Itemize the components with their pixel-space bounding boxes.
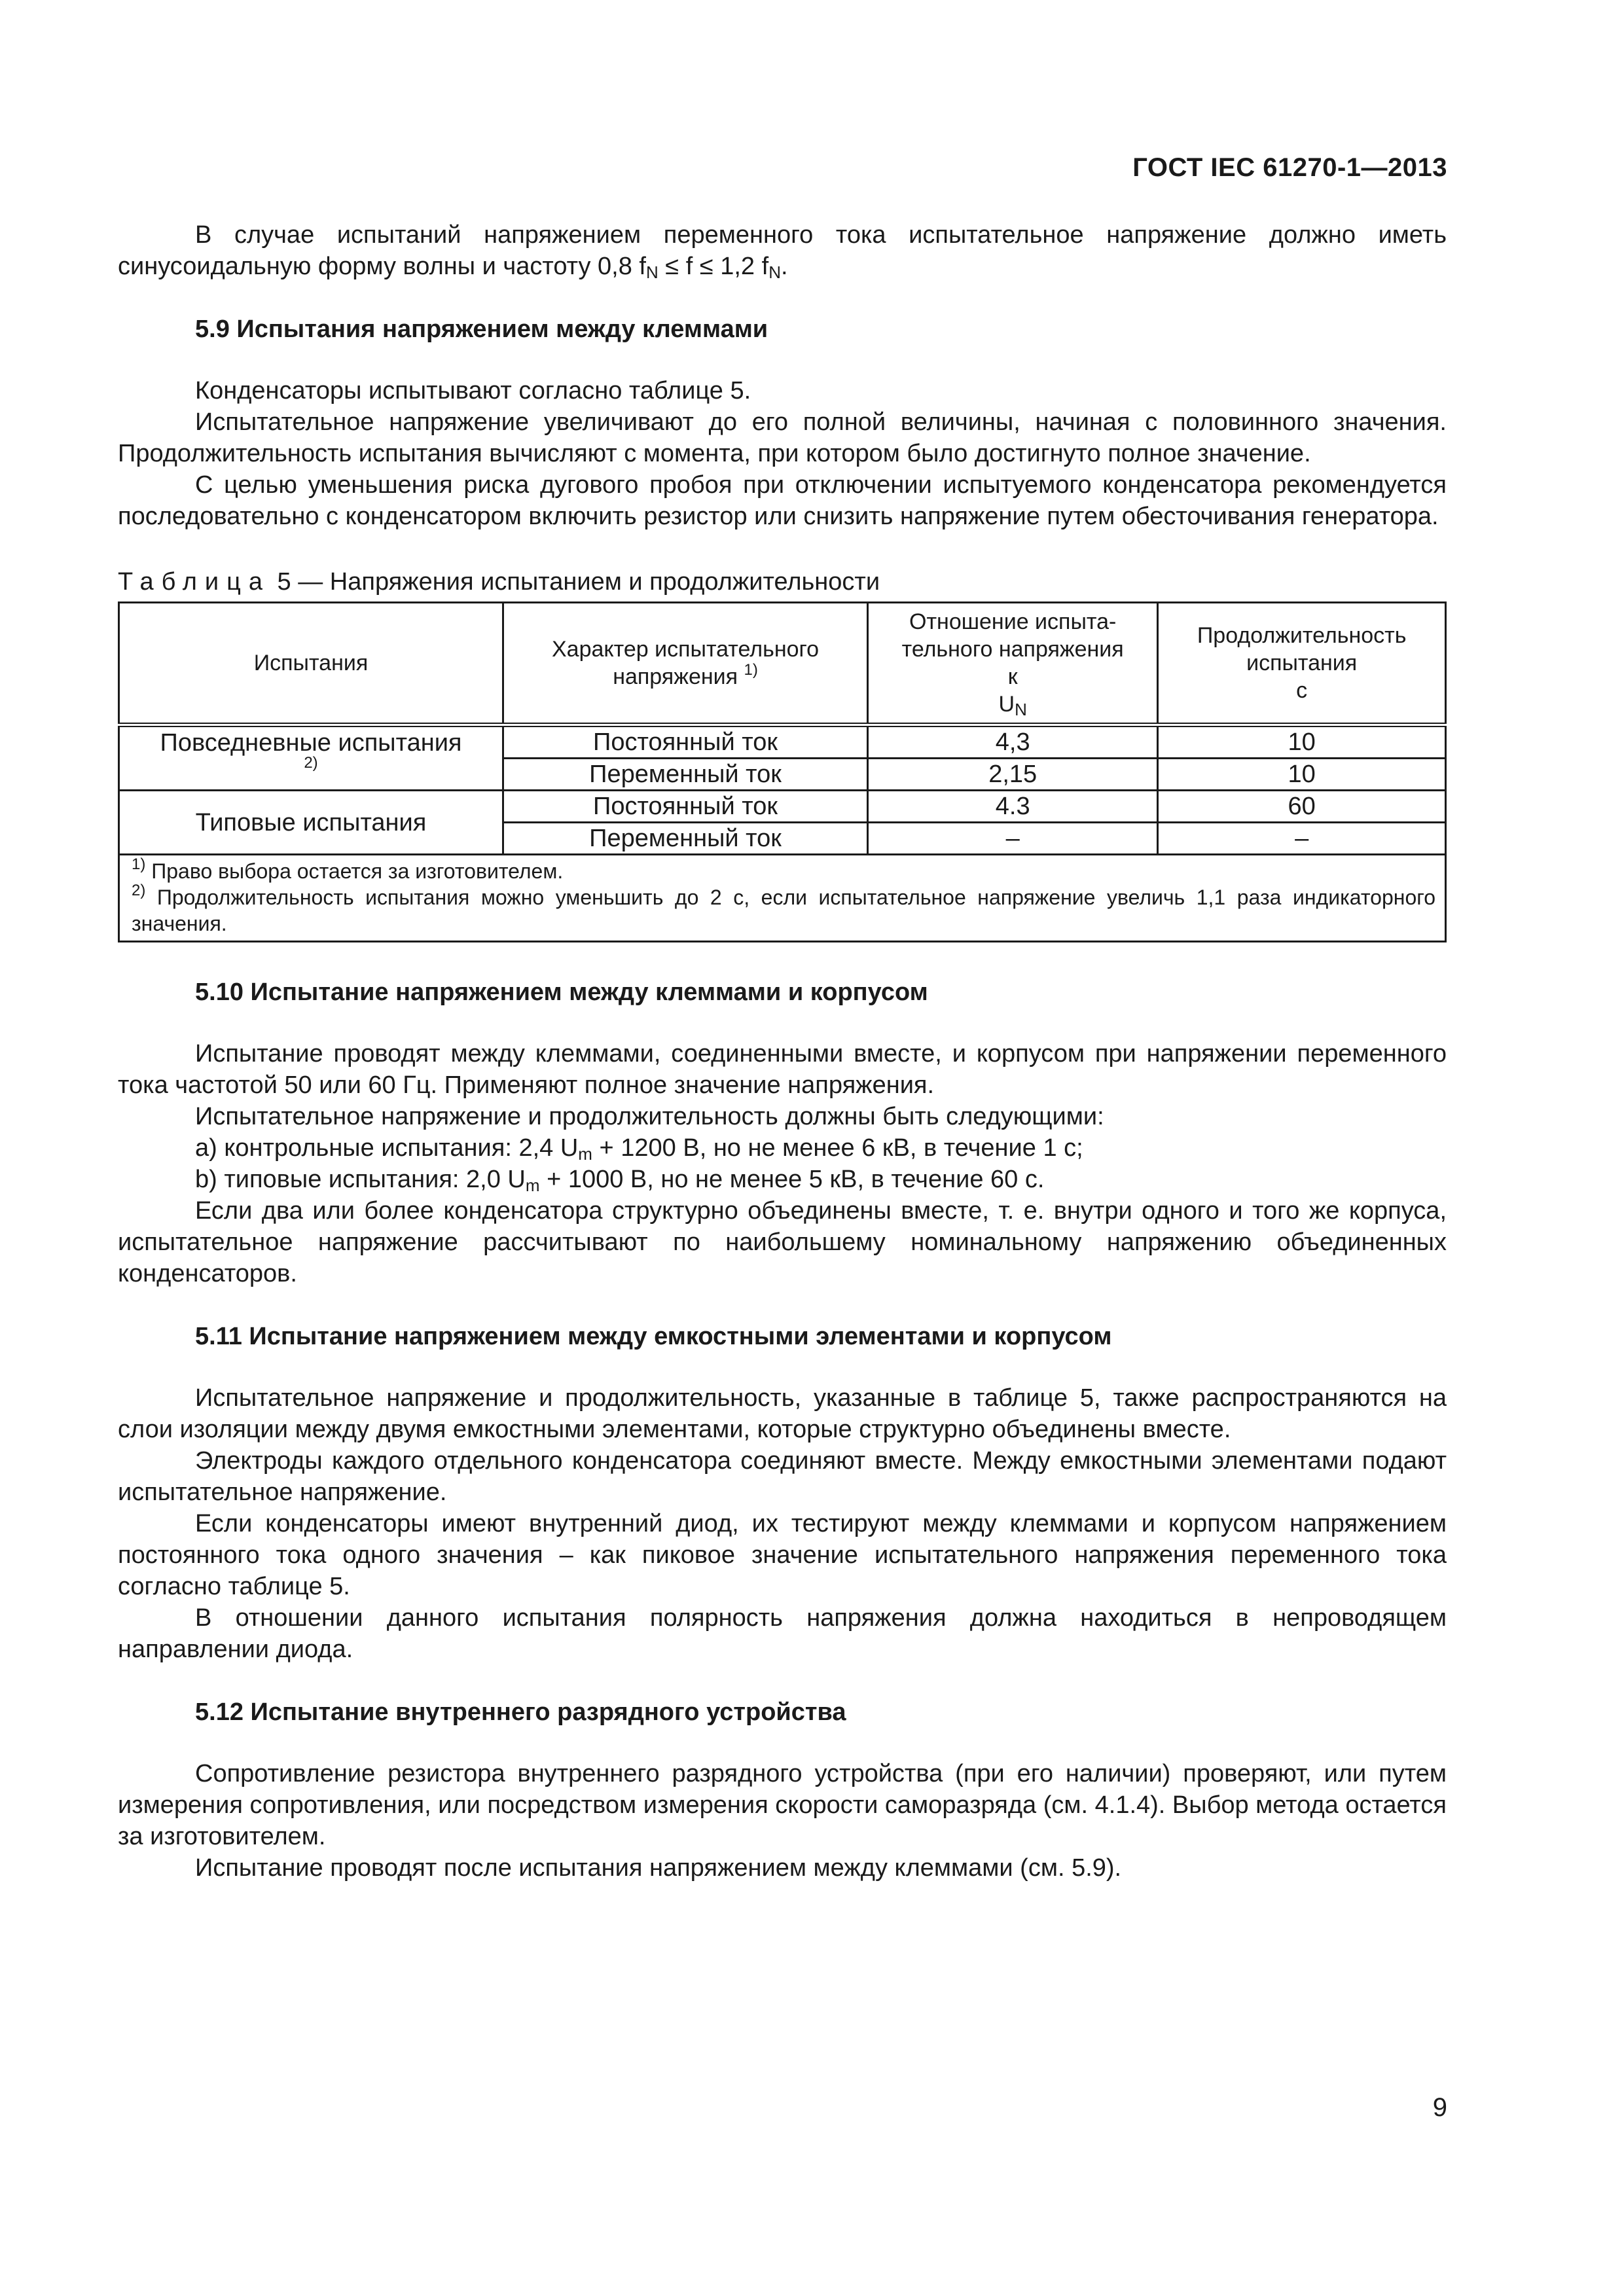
cell-kind: Постоянный ток	[503, 791, 868, 823]
table-notes	[119, 855, 1446, 942]
section-5-11-paragraph-2: Электроды каждого отдельного конденсатора соединяют вместе. Между емкостными элементами подают испытательное напряжение.	[118, 1447, 1447, 1506]
cell-ratio: 4.3	[868, 791, 1158, 823]
cell-ratio: 4,3	[868, 725, 1158, 759]
table-row	[119, 725, 1446, 759]
cell-duration: 60	[1158, 791, 1446, 823]
section-5-10-paragraph-3: Если два или более конденсатора структурно объединены вместе, т. е. внутри одного и того же корпуса, испытательное напряжение рассчитывают по наибольшему номинальному напряжению объединенных конденсаторов.	[118, 1197, 1447, 1287]
table-note-2: $^{2)}$ Продолжительность испытания можно уменьшить до 2 с, если испытательное напряжение увеличь 1,1 раза индикаторного значения.	[132, 882, 1435, 935]
cell-kind: Переменный ток	[503, 823, 868, 855]
section-5-11-paragraph-3: Если конденсаторы имеют внутренний диод, их тестируют между клеммами и корпусом напряжением постоянного тока одного значения – как пиковое значение испытательного напряжения переменного тока согласно таблице 5.	[118, 1510, 1447, 1600]
cell-ratio: –	[868, 823, 1158, 855]
cell-duration: 10	[1158, 759, 1446, 791]
table-5-caption: Таблица 5 — Напряжения испытанием и продолжительности	[118, 568, 880, 596]
cell-kind: Постоянный ток	[503, 725, 868, 759]
cell-duration: –	[1158, 823, 1446, 855]
section-5-12-paragraph-1: Сопротивление резистора внутреннего разрядного устройства (при его наличии) проверяют, или путем измерения сопротивления, или посредством измерения скорости саморазряда (см. 4.1.4). Выбор метода остается за изготовителем.	[118, 1760, 1447, 1850]
table-5	[118, 601, 1447, 942]
group-type-tests: Типовые испытания	[119, 791, 503, 855]
section-5-10-paragraph-1: Испытание проводят между клеммами, соединенными вместе, и корпусом при напряжении переменного тока частотой 50 или 60 Гц. Применяют полное значение напряжения.	[118, 1040, 1447, 1099]
section-5-10-item-a: a) контрольные испытания: 2,4 $U_m + 1200$ В, но не менее 6 кВ, в течение 1 с;	[195, 1134, 1083, 1164]
section-5-10-paragraph-2: Испытательное напряжение и продолжительность должны быть следующими:	[195, 1103, 1104, 1130]
section-5-9-paragraph-1: Конденсаторы испытывают согласно таблице 5.	[195, 377, 751, 404]
section-5-12-title: 5.12 Испытание внутреннего разрядного устройства	[195, 1698, 846, 1726]
header-voltage-ratio: Отношение испыта- тельного напряжения к $U_N$	[868, 603, 1158, 725]
cell-ratio: 2,15	[868, 759, 1158, 791]
section-5-11-title: 5.11 Испытание напряжением между емкостными элементами и корпусом	[195, 1323, 1112, 1350]
table-row	[119, 791, 1446, 823]
intro-paragraph: В случае испытаний напряжением переменного тока испытательное напряжение должно иметь синусоидальную форму волны и частоту 0,8 $f_N \le f \le 1,2$ $f_N$.	[118, 221, 1447, 282]
section-5-11-paragraph-4: В отношении данного испытания полярность напряжения должна находиться в непроводящем направлении диода.	[118, 1604, 1447, 1663]
cell-duration: 10	[1158, 725, 1446, 759]
section-5-9-paragraph-3: С целью уменьшения риска дугового пробоя при отключении испытуемого конденсатора рекомендуется последовательно с конденсатором включить резистор или снизить напряжение путем обесточивания генератора.	[118, 471, 1447, 530]
section-5-11-paragraph-1: Испытательное напряжение и продолжительность, указанные в таблице 5, также распространяются на слои изоляции между двумя емкостными элементами, которые структурно объединены вместе.	[118, 1384, 1447, 1443]
document-code-header: ГОСТ IEC 61270-1—2013	[1132, 153, 1447, 182]
section-5-9-title: 5.9 Испытания напряжением между клеммами	[195, 315, 768, 343]
section-5-10-title: 5.10 Испытание напряжением между клеммами и корпусом	[195, 978, 928, 1006]
group-routine-tests: Повседневные испытания $^{2)}$	[119, 725, 503, 791]
page-number: 9	[1432, 2093, 1447, 2122]
section-5-9-paragraph-2: Испытательное напряжение увеличивают до его полной величины, начиная с половинного значения. Продолжительность испытания вычисляют с момента, при котором было достигнуто полное значение.	[118, 408, 1447, 467]
page-content	[118, 219, 1447, 1884]
header-voltage-type: Характер испытательного напряжения $^{1)}$	[503, 603, 868, 725]
header-tests: Испытания	[119, 603, 503, 725]
table-header-row	[119, 603, 1446, 725]
cell-kind: Переменный ток	[503, 759, 868, 791]
table-notes-row	[119, 855, 1446, 942]
table-note-1: $^{1)}$ Право выбора остается за изготовителем.	[132, 855, 564, 883]
section-5-12-paragraph-2: Испытание проводят после испытания напряжением между клеммами (см. 5.9).	[195, 1854, 1122, 1882]
header-duration: Продолжительность испытания с	[1158, 603, 1446, 725]
section-5-10-item-b: b) типовые испытания: 2,0 $U_m + 1000$ В, но не менее 5 кВ, в течение 60 с.	[195, 1166, 1045, 1195]
